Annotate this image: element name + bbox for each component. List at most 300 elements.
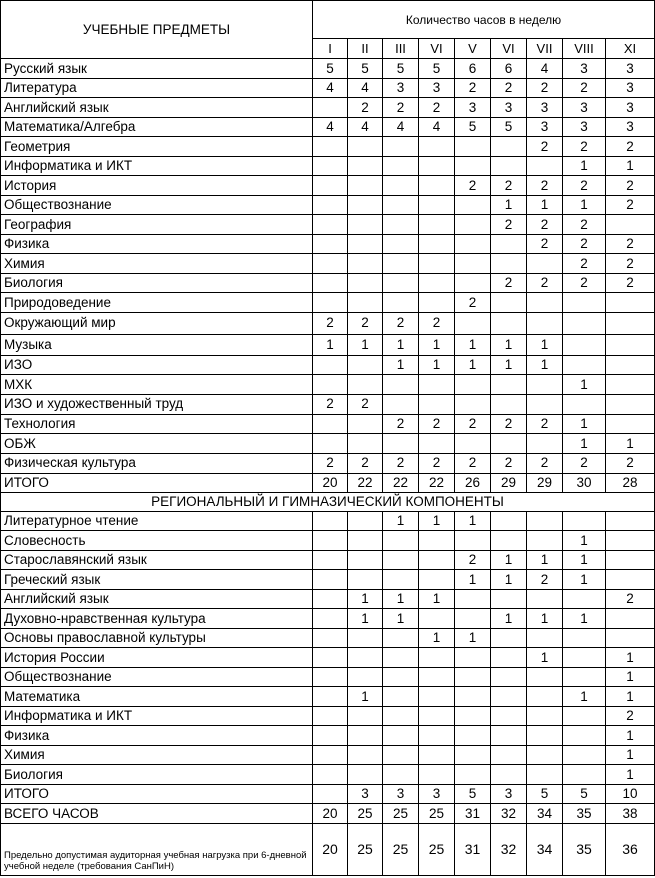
hours-cell: 2 [419, 98, 455, 118]
hours-cell: 2 [383, 312, 419, 334]
hours-cell [419, 195, 455, 215]
table-row [1, 137, 655, 157]
hours-cell: 22 [383, 473, 419, 492]
hours-cell [563, 355, 606, 375]
hours-cell: 3 [491, 784, 527, 804]
hours-cell: 1 [313, 334, 348, 355]
hours-cell: 10 [606, 784, 655, 804]
hours-cell [455, 234, 491, 254]
hours-cell [563, 726, 606, 746]
grade-header-2: II [348, 39, 383, 59]
hours-cell: 2 [455, 293, 491, 313]
hours-cell: 1 [563, 414, 606, 434]
hours-cell [419, 215, 455, 235]
hours-cell: 1 [491, 570, 527, 590]
subject-name: Русский язык [1, 59, 313, 79]
hours-cell: 25 [383, 804, 419, 824]
hours-cell [419, 234, 455, 254]
table-row [1, 156, 655, 176]
table-row [1, 78, 655, 98]
hours-cell [606, 414, 655, 434]
hours-cell [491, 511, 527, 531]
hours-cell: 5 [383, 59, 419, 79]
table-row [1, 589, 655, 609]
hours-cell: 20 [313, 473, 348, 492]
hours-cell: 2 [491, 273, 527, 293]
hours-cell [491, 312, 527, 334]
hours-cell: 2 [455, 176, 491, 196]
subject-name: ИТОГО [1, 473, 313, 492]
hours-cell [527, 156, 563, 176]
hours-cell [455, 434, 491, 454]
table-row [1, 667, 655, 687]
subject-name: Духовно-нравственная культура [1, 609, 313, 629]
hours-cell [455, 312, 491, 334]
hours-cell: 1 [383, 355, 419, 375]
hours-cell [313, 570, 348, 590]
limit-value: 20 [313, 823, 348, 875]
hours-cell [563, 745, 606, 765]
hours-cell [455, 765, 491, 785]
hours-cell: 2 [563, 78, 606, 98]
hours-cell: 2 [606, 273, 655, 293]
hours-cell [419, 726, 455, 746]
hours-cell [348, 234, 383, 254]
table-row [1, 195, 655, 215]
hours-cell: 2 [491, 215, 527, 235]
limit-row [1, 823, 655, 875]
hours-cell [383, 434, 419, 454]
hours-cell: 1 [348, 589, 383, 609]
hours-cell [527, 375, 563, 395]
hours-cell [527, 293, 563, 313]
hours-cell [419, 176, 455, 196]
hours-cell: 1 [527, 334, 563, 355]
hours-cell: 5 [491, 117, 527, 137]
hours-cell: 4 [383, 117, 419, 137]
subject-name: Физика [1, 234, 313, 254]
hours-cell: 1 [606, 687, 655, 707]
hours-cell: 32 [491, 804, 527, 824]
regional-subjects-body [1, 511, 655, 823]
regional-section [1, 492, 655, 511]
hours-cell: 29 [527, 473, 563, 492]
table-row [1, 726, 655, 746]
subject-name: Словесность [1, 531, 313, 551]
hours-cell: 2 [455, 414, 491, 434]
hours-cell [313, 375, 348, 395]
hours-cell: 2 [455, 453, 491, 473]
hours-cell [348, 355, 383, 375]
hours-cell [419, 531, 455, 551]
hours-cell [348, 706, 383, 726]
hours-cell: 2 [348, 394, 383, 414]
hours-cell: 22 [419, 473, 455, 492]
hours-cell [313, 687, 348, 707]
subject-name: ИЗО [1, 355, 313, 375]
hours-cell: 2 [563, 453, 606, 473]
hours-cell: 1 [606, 726, 655, 746]
hours-cell: 2 [563, 176, 606, 196]
hours-cell [606, 293, 655, 313]
hours-cell [383, 550, 419, 570]
hours-cell [527, 511, 563, 531]
hours-cell [313, 609, 348, 629]
subject-name: Математика [1, 687, 313, 707]
hours-cell [419, 609, 455, 629]
hours-cell: 2 [563, 215, 606, 235]
hours-cell: 2 [419, 414, 455, 434]
hours-cell [313, 434, 348, 454]
hours-cell [491, 648, 527, 668]
hours-cell: 2 [606, 195, 655, 215]
hours-cell [313, 254, 348, 274]
hours-cell: 5 [455, 784, 491, 804]
subject-name: Информатика и ИКТ [1, 706, 313, 726]
subject-name: Греческий язык [1, 570, 313, 590]
hours-cell [313, 293, 348, 313]
subject-name: Физика [1, 726, 313, 746]
hours-cell [527, 667, 563, 687]
hours-cell: 3 [419, 78, 455, 98]
subject-name: Химия [1, 745, 313, 765]
hours-cell: 2 [491, 453, 527, 473]
hours-cell [455, 667, 491, 687]
hours-cell: 3 [527, 117, 563, 137]
table-row [1, 273, 655, 293]
hours-cell [313, 273, 348, 293]
hours-cell: 2 [606, 706, 655, 726]
grade-header-9: XI [606, 39, 655, 59]
hours-cell: 1 [491, 609, 527, 629]
hours-cell: 4 [527, 59, 563, 79]
hours-cell: 2 [527, 78, 563, 98]
hours-cell: 2 [606, 254, 655, 274]
hours-cell [563, 511, 606, 531]
hours-cell: 1 [455, 570, 491, 590]
hours-cell [455, 375, 491, 395]
hours-cell [348, 745, 383, 765]
hours-cell [313, 137, 348, 157]
hours-cell [455, 726, 491, 746]
hours-cell [313, 195, 348, 215]
hours-cell [606, 511, 655, 531]
hours-cell: 3 [563, 117, 606, 137]
hours-cell [348, 137, 383, 157]
hours-cell [313, 215, 348, 235]
hours-cell [606, 531, 655, 551]
hours-cell [606, 334, 655, 355]
hours-cell: 1 [455, 628, 491, 648]
hours-cell: 25 [419, 804, 455, 824]
hours-cell: 1 [563, 195, 606, 215]
hours-cell: 2 [313, 453, 348, 473]
hours-cell [313, 706, 348, 726]
hours-cell [491, 667, 527, 687]
subject-name: Физическая культура [1, 453, 313, 473]
hours-cell [491, 706, 527, 726]
limit-value: 34 [527, 823, 563, 875]
limit-value: 36 [606, 823, 655, 875]
hours-cell: 1 [527, 355, 563, 375]
grade-header-6: VI [491, 39, 527, 59]
hours-cell: 2 [383, 98, 419, 118]
hours-cell: 5 [419, 59, 455, 79]
hours-cell: 1 [383, 609, 419, 629]
hours-cell [527, 706, 563, 726]
hours-cell [527, 394, 563, 414]
hours-cell [348, 176, 383, 196]
table-row [1, 804, 655, 824]
hours-cell [348, 765, 383, 785]
hours-cell [455, 589, 491, 609]
hours-cell [419, 667, 455, 687]
hours-cell: 2 [419, 312, 455, 334]
subject-name: История [1, 176, 313, 196]
hours-cell: 1 [527, 648, 563, 668]
hours-cell [313, 176, 348, 196]
hours-cell [419, 648, 455, 668]
hours-cell: 2 [563, 254, 606, 274]
hours-cell [383, 156, 419, 176]
hours-cell: 30 [563, 473, 606, 492]
hours-cell: 2 [606, 234, 655, 254]
hours-cell [383, 687, 419, 707]
hours-cell: 1 [491, 550, 527, 570]
hours-cell: 2 [606, 589, 655, 609]
hours-cell [527, 589, 563, 609]
hours-cell: 2 [563, 273, 606, 293]
hours-cell: 5 [313, 59, 348, 79]
hours-cell: 1 [491, 355, 527, 375]
hours-cell [313, 414, 348, 434]
hours-cell: 2 [527, 570, 563, 590]
hours-cell [419, 687, 455, 707]
hours-cell [606, 394, 655, 414]
hours-cell [313, 765, 348, 785]
hours-cell [455, 531, 491, 551]
subject-name: Информатика и ИКТ [1, 156, 313, 176]
hours-cell [348, 570, 383, 590]
table-row [1, 117, 655, 137]
hours-cell: 1 [527, 550, 563, 570]
hours-cell: 4 [313, 117, 348, 137]
hours-cell: 2 [383, 453, 419, 473]
hours-cell [383, 706, 419, 726]
hours-cell: 1 [383, 511, 419, 531]
hours-cell [491, 137, 527, 157]
hours-cell: 3 [491, 98, 527, 118]
table-row [1, 648, 655, 668]
hours-cell: 4 [348, 78, 383, 98]
hours-cell [606, 215, 655, 235]
hours-header: Количество часов в неделю [313, 1, 655, 39]
limit-label: Предельно допустимая аудиторная учебная нагрузка при 6-дневной учебной неделе (требования СанПиН) [1, 823, 313, 875]
hours-cell: 1 [419, 355, 455, 375]
subject-name: География [1, 215, 313, 235]
table-row [1, 550, 655, 570]
hours-cell [527, 687, 563, 707]
hours-cell: 1 [606, 156, 655, 176]
hours-cell: 5 [348, 59, 383, 79]
hours-cell [419, 550, 455, 570]
hours-cell [383, 570, 419, 590]
hours-cell: 34 [527, 804, 563, 824]
subject-name: Технология [1, 414, 313, 434]
hours-cell [491, 293, 527, 313]
hours-cell: 1 [527, 609, 563, 629]
hours-cell: 2 [419, 453, 455, 473]
hours-cell: 4 [313, 78, 348, 98]
hours-cell [383, 234, 419, 254]
hours-cell: 2 [527, 453, 563, 473]
grade-header-4: VI [419, 39, 455, 59]
table-row [1, 334, 655, 355]
hours-cell: 1 [455, 355, 491, 375]
hours-cell [348, 726, 383, 746]
hours-cell [313, 234, 348, 254]
hours-cell [419, 434, 455, 454]
hours-cell: 29 [491, 473, 527, 492]
subject-name: Старославянский язык [1, 550, 313, 570]
hours-cell: 3 [563, 59, 606, 79]
hours-cell: 3 [527, 98, 563, 118]
grade-header-1: I [313, 39, 348, 59]
hours-cell [606, 375, 655, 395]
subject-name: Английский язык [1, 98, 313, 118]
hours-cell [491, 394, 527, 414]
hours-cell [348, 628, 383, 648]
hours-cell [563, 765, 606, 785]
hours-cell [419, 394, 455, 414]
hours-cell: 3 [348, 784, 383, 804]
hours-cell [419, 375, 455, 395]
hours-cell: 2 [606, 137, 655, 157]
table-row [1, 414, 655, 434]
hours-cell: 2 [606, 453, 655, 473]
hours-cell [383, 273, 419, 293]
table-row [1, 765, 655, 785]
hours-cell: 1 [419, 589, 455, 609]
hours-cell: 1 [419, 511, 455, 531]
hours-cell [348, 550, 383, 570]
grade-header-3: III [383, 39, 419, 59]
hours-cell: 2 [348, 98, 383, 118]
table-row [1, 355, 655, 375]
hours-cell: 1 [491, 195, 527, 215]
hours-cell: 1 [606, 745, 655, 765]
hours-cell: 3 [606, 59, 655, 79]
hours-cell [419, 137, 455, 157]
table-row [1, 254, 655, 274]
hours-cell: 5 [455, 117, 491, 137]
hours-cell [348, 434, 383, 454]
subject-name: Химия [1, 254, 313, 274]
table-row [1, 570, 655, 590]
hours-cell [491, 589, 527, 609]
hours-cell [527, 531, 563, 551]
grade-header-7: VII [527, 39, 563, 59]
hours-cell: 1 [563, 550, 606, 570]
table-row [1, 609, 655, 629]
hours-cell: 1 [383, 589, 419, 609]
hours-cell [606, 550, 655, 570]
subject-name: Литература [1, 78, 313, 98]
regional-section-title: РЕГИОНАЛЬНЫЙ И ГИМНАЗИЧЕСКИЙ КОМПОНЕНТЫ [1, 492, 655, 511]
hours-cell [527, 765, 563, 785]
hours-cell [313, 589, 348, 609]
hours-cell [606, 312, 655, 334]
hours-cell [383, 648, 419, 668]
hours-cell [491, 687, 527, 707]
hours-cell: 28 [606, 473, 655, 492]
subject-name: ВСЕГО ЧАСОВ [1, 804, 313, 824]
grade-header-8: VIII [563, 39, 606, 59]
hours-cell [383, 726, 419, 746]
table-row [1, 453, 655, 473]
subject-name: Окружающий мир [1, 312, 313, 334]
subject-name: Обществознание [1, 195, 313, 215]
hours-cell: 2 [348, 453, 383, 473]
hours-cell [348, 531, 383, 551]
hours-cell [563, 648, 606, 668]
limit-value: 25 [419, 823, 455, 875]
hours-cell [606, 609, 655, 629]
hours-cell [419, 273, 455, 293]
hours-cell: 1 [563, 375, 606, 395]
hours-cell: 3 [455, 98, 491, 118]
hours-cell [563, 628, 606, 648]
hours-cell: 1 [563, 434, 606, 454]
hours-cell [348, 414, 383, 434]
hours-cell [348, 254, 383, 274]
hours-cell [455, 156, 491, 176]
hours-cell [491, 726, 527, 746]
hours-cell [348, 511, 383, 531]
hours-cell [491, 745, 527, 765]
hours-cell [455, 215, 491, 235]
hours-cell [383, 375, 419, 395]
hours-cell [383, 745, 419, 765]
hours-cell [606, 570, 655, 590]
hours-cell: 1 [606, 648, 655, 668]
table-row [1, 312, 655, 334]
hours-cell [313, 355, 348, 375]
hours-cell: 3 [383, 784, 419, 804]
hours-cell: 1 [563, 531, 606, 551]
table-row [1, 215, 655, 235]
hours-cell [455, 609, 491, 629]
hours-cell: 3 [606, 78, 655, 98]
hours-cell: 1 [348, 609, 383, 629]
hours-cell: 31 [455, 804, 491, 824]
hours-cell [455, 137, 491, 157]
hours-cell: 3 [606, 117, 655, 137]
table-row [1, 745, 655, 765]
hours-cell [383, 394, 419, 414]
hours-cell [313, 648, 348, 668]
hours-cell [383, 176, 419, 196]
hours-cell: 3 [563, 98, 606, 118]
hours-cell: 26 [455, 473, 491, 492]
hours-cell [563, 706, 606, 726]
hours-cell [313, 726, 348, 746]
hours-cell [455, 273, 491, 293]
hours-cell: 2 [606, 176, 655, 196]
subject-name: МХК [1, 375, 313, 395]
subject-name: ОБЖ [1, 434, 313, 454]
hours-cell [383, 667, 419, 687]
